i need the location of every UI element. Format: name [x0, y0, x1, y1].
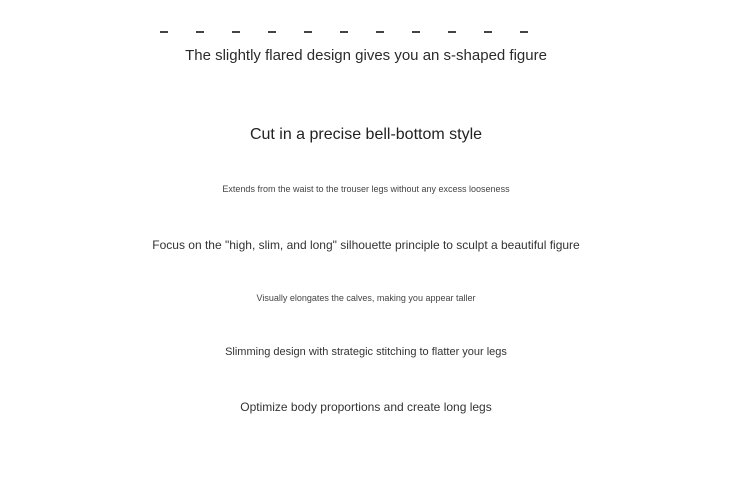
cropped-text-fragment: [160, 0, 590, 42]
section-heading: Cut in a precise bell-bottom style: [249, 126, 483, 143]
detail-text-stitching: Slimming design with strategic stitching to flatter your legs: [225, 346, 507, 358]
detail-text-proportions: Optimize body proportions and create long legs: [240, 400, 492, 414]
detail-text-calves: Visually elongates the calves, making you appear taller: [256, 293, 476, 303]
detail-text-waist: Extends from the waist to the trouser legs without any excess looseness: [222, 184, 510, 194]
subheading-text: The slightly flared design gives you an s-shaped figure: [185, 47, 547, 64]
detail-text-silhouette: Focus on the "high, slim, and long" silhouette principle to sculpt a beautiful figure: [152, 238, 580, 252]
